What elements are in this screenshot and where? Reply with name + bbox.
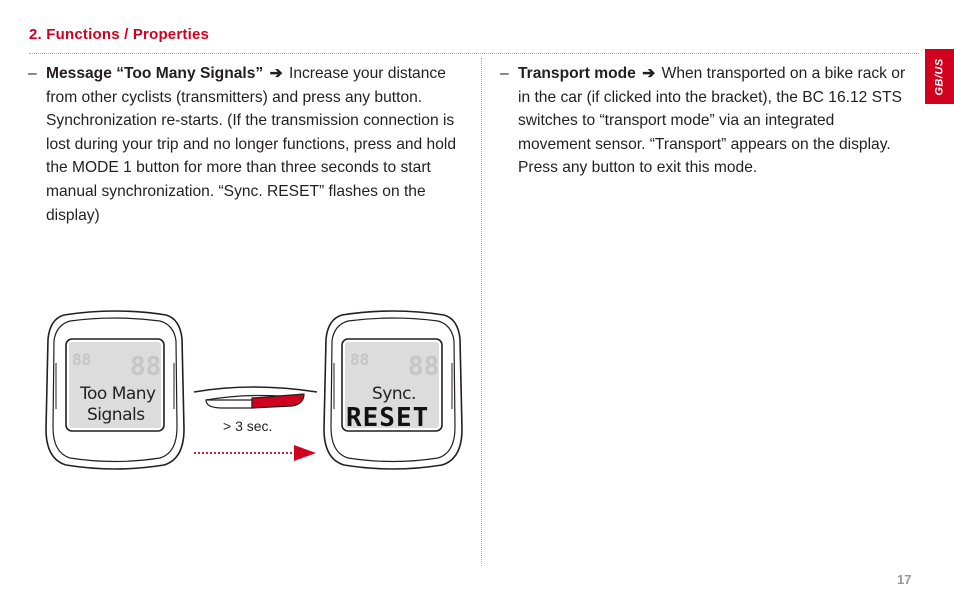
display-text-line-1: Sync.	[372, 384, 416, 404]
duration-label: > 3 sec.	[223, 418, 273, 434]
header-divider	[29, 53, 919, 54]
right-arrow-icon	[194, 444, 318, 462]
svg-text:88: 88	[350, 350, 370, 369]
mode-button-press-illustration	[192, 382, 319, 412]
display-text-line-2: Signals	[87, 405, 145, 425]
item-text: When transported on a bike rack or in the car (if clicked into the bracket), the BC 16.12 STS switches to “transport mode” via an integrated movement sensor. “Transport” appears on the display. Press any button to exit this mode.	[518, 65, 906, 177]
display-text-line-2: RESET	[346, 403, 430, 433]
right-arrow-icon: ➔	[642, 65, 656, 82]
svg-text:88: 88	[72, 350, 92, 369]
list-dash: –	[500, 65, 509, 82]
svg-text:88: 88	[130, 352, 162, 382]
language-tab-label: GB/US	[933, 57, 946, 96]
item-text: Increase your distance from other cyclists (transmitters) and press any button. Synchronization re-starts. (If the transmission connection is lost during your trip and no longer functions, press and hold the MODE 1 button for more than three seconds to start manual synchronization. “Sync. RESET” flashes on the display)	[46, 65, 457, 224]
right-arrow-icon: ➔	[269, 65, 283, 82]
item-title: Transport mode	[518, 65, 636, 82]
language-tab	[925, 49, 954, 104]
svg-text:88: 88	[408, 352, 440, 382]
list-item-transport-mode	[500, 62, 908, 180]
list-dash: –	[28, 65, 37, 82]
item-title: Message “Too Many Signals”	[46, 65, 264, 82]
display-text-line-1: Too Many	[80, 384, 156, 404]
column-divider	[481, 58, 482, 566]
page-number: 17	[897, 572, 912, 587]
section-title: 2. Functions / Properties	[29, 26, 210, 43]
list-item-too-many-signals	[28, 62, 476, 227]
